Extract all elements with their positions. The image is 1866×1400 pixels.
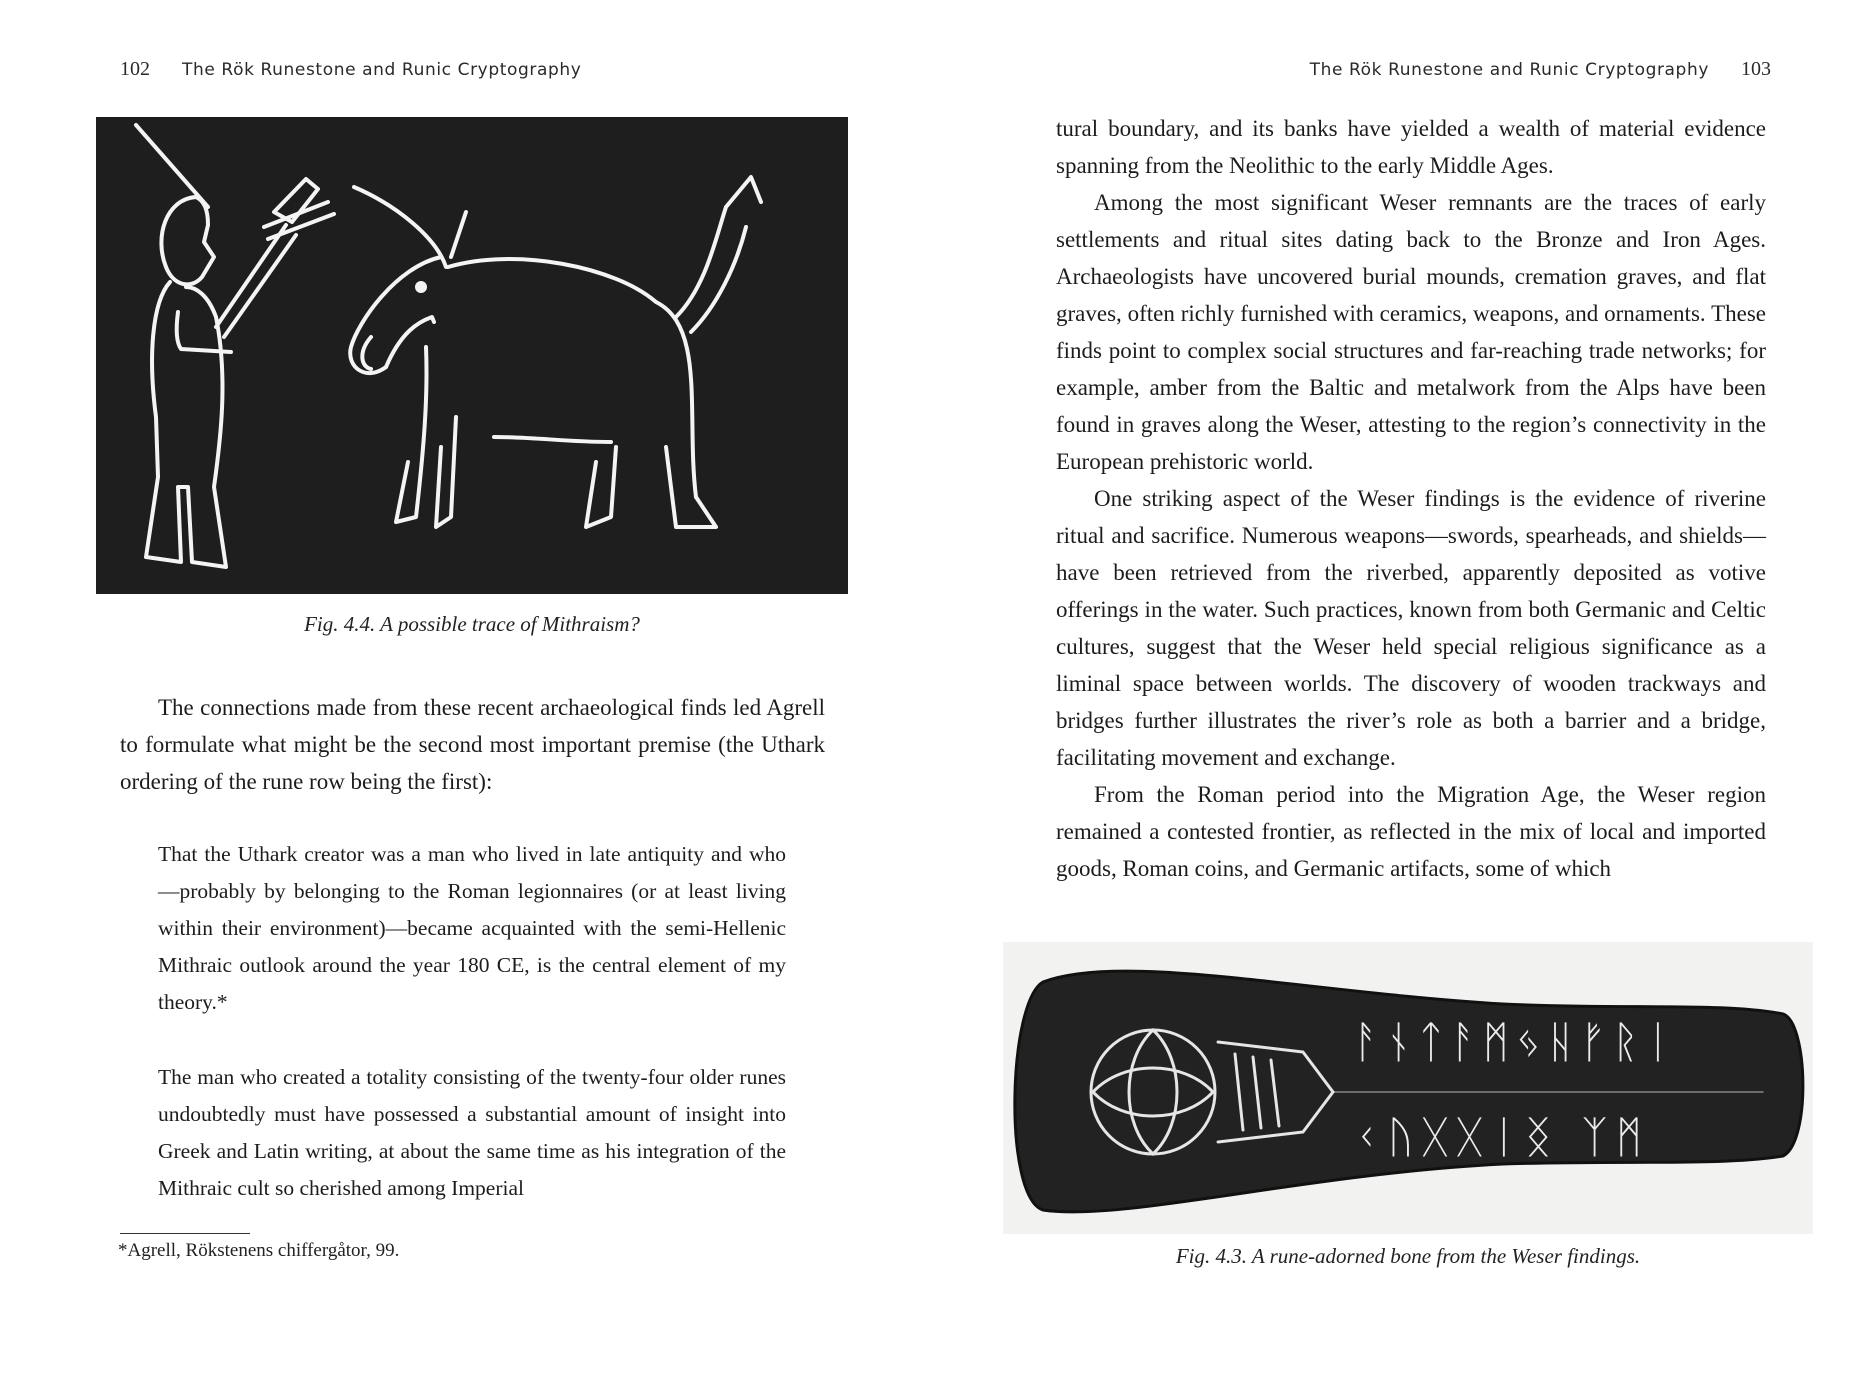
figure-caption-bone: Fig. 4.3. A rune-adorned bone from the Weser findings.	[1175, 1244, 1641, 1268]
block-quote-1-text: That the Uthark creator was a man who lived in late antiquity and who—probably by belonging to the Roman legionnaires (or at least living within their environment)—became acquainted with the semi-Hellenic Mithraic outlook around the year 180 CE, is the central element of my theory.*	[158, 842, 786, 1014]
paragraph-4: From the Roman period into the Migration Age, the Weser region remained a contested frontier, as reflected in the mix of local and imported goods, Roman coins, and Germanic artifacts, some of which	[1056, 782, 1766, 881]
mithraism-figure	[96, 117, 848, 594]
running-head-title-left: The Rök Runestone and Runic Cryptography	[182, 60, 582, 80]
block-quote-2	[158, 1059, 786, 1207]
paragraph-2: Among the most significant Weser remnants are the traces of early settlements and ritual sites dating back to the Bronze and Iron Ages. Archaeologists have uncovered burial mounds, cremation graves, and flat graves, often richly furnished with ceramics, weapons, and ornaments. These finds point to complex social structures and far-reaching trade networks; for example, amber from the Baltic and metalwork from the Alps have been found in graves along the Weser, attesting to the region’s connectivity in the European prehistoric world.	[1056, 190, 1766, 474]
rune-bone-figure	[1003, 942, 1813, 1234]
footnote: *Agrell, Rökstenens chiffergåtor, 99.	[118, 1240, 400, 1261]
mithraism-drawing	[96, 117, 848, 594]
running-head-left	[120, 58, 581, 81]
page-number-right: 103	[1741, 58, 1771, 80]
intro-paragraph	[120, 689, 825, 800]
running-head-title-right: The Rök Runestone and Runic Cryptography	[1309, 60, 1709, 80]
footnote-rule	[120, 1233, 250, 1234]
running-head-right	[1310, 58, 1771, 81]
intro-paragraph-text: The connections made from these recent archaeological finds led Agrell to formulate what might be the second most important premise (the Uthark ordering of the rune row being the first):	[120, 695, 825, 794]
paragraph-1: tural boundary, and its banks have yielded a wealth of material evidence spanning from the Neolithic to the early Middle Ages.	[1056, 116, 1766, 178]
paragraph-3: One striking aspect of the Weser findings is the evidence of riverine ritual and sacrifice. Numerous weapons—swords, spearheads, and shields—have been retrieved from the riverbed, apparently deposited as votive offerings in the water. Such practices, known from both Germanic and Celtic cultures, suggest that the Weser held special religious significance as a liminal space between worlds. The discovery of wooden trackways and bridges further illustrates the river’s role as both a barrier and a bridge, facilitating movement and exchange.	[1056, 486, 1766, 770]
bone-runes-line-2: ᚲᚢᚷᚷᛁᛝ ᛉᛗ	[1353, 1112, 1651, 1163]
right-page	[933, 0, 1866, 1400]
figure-caption-mithraism: Fig. 4.4. A possible trace of Mithraism?	[304, 612, 640, 636]
block-quote-1	[158, 836, 786, 1021]
bone-runes-line-1: ᚨᚾᛏᚨᛗᛃᚺᚠᚱᛁ	[1353, 1017, 1677, 1068]
page-number-left: 102	[120, 58, 150, 80]
rune-bone-drawing	[1003, 942, 1813, 1234]
right-page-body	[1056, 110, 1766, 887]
block-quote-2-text: The man who created a totality consisting of the twenty-four older runes undoubtedly must have possessed a substantial amount of insight into Greek and Latin writing, at about the same time as his integration of the Mithraic cult so cherished among Imperial	[158, 1065, 786, 1200]
